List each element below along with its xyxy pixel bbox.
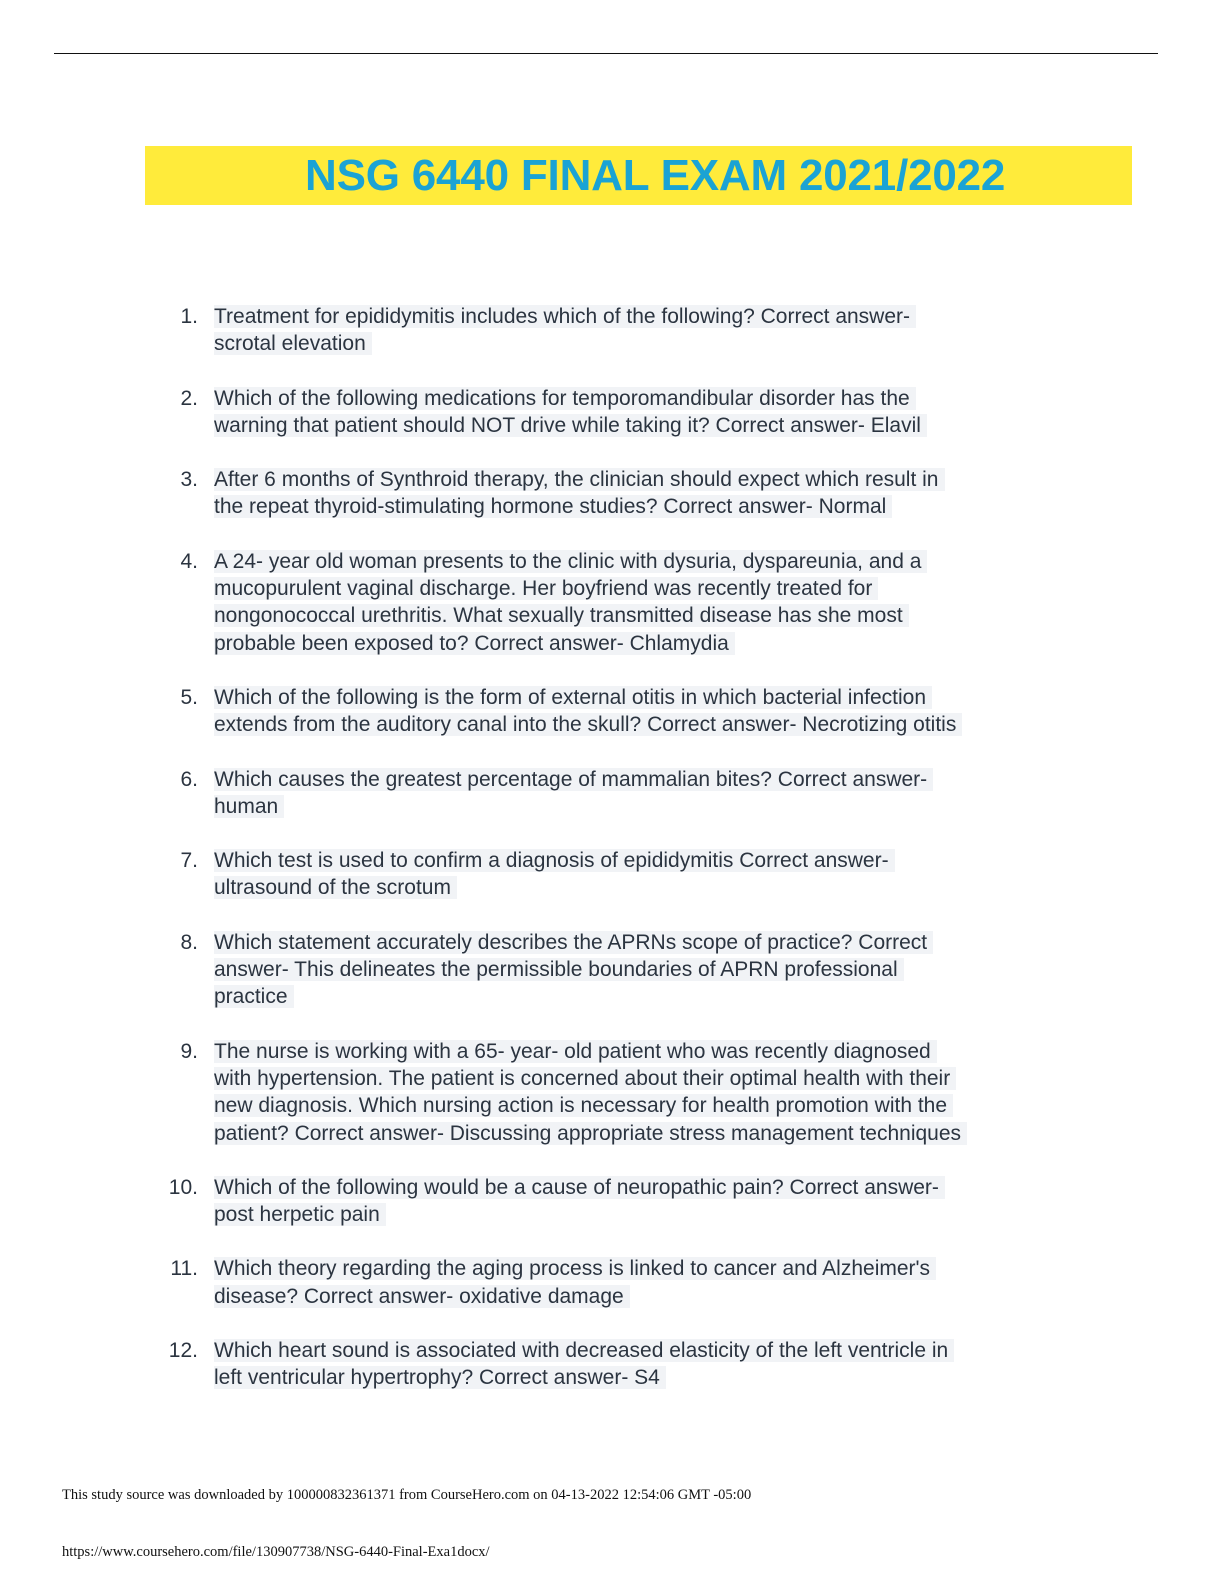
question-item [0, 548, 1224, 657]
question-number: 11. [170, 1257, 198, 1281]
source-url[interactable]: https://www.coursehero.com/file/130907738/NSG-6440-Final-Exa1docx/ [62, 1544, 490, 1560]
question-text [214, 847, 1074, 902]
question-item [0, 1038, 1224, 1147]
question-text [214, 548, 1074, 657]
question-line: Which of the following is the form of external otitis in which bacterial infection [214, 686, 932, 709]
question-line: extends from the auditory canal into the skull? Correct answer- Necrotizing otitis [214, 713, 962, 736]
question-number: 12. [168, 1339, 198, 1363]
question-item [0, 1337, 1224, 1392]
question-text [214, 466, 1074, 521]
question-line: patient? Correct answer- Discussing appropriate stress management techniques [214, 1122, 967, 1145]
question-line: Which of the following medications for temporomandibular disorder has the [214, 387, 916, 410]
question-line: with hypertension. The patient is concerned about their optimal health with their [214, 1067, 956, 1090]
download-source-note: This study source was downloaded by 100000832361371 from CourseHero.com on 04-13-2022 12:54:06 GMT -05:00 [62, 1487, 752, 1503]
question-item [0, 466, 1224, 521]
question-item [0, 1255, 1224, 1310]
question-item [0, 847, 1224, 902]
question-line: Which causes the greatest percentage of mammalian bites? Correct answer- [214, 768, 933, 791]
question-line: practice [214, 985, 294, 1008]
question-line: probable been exposed to? Correct answer- Chlamydia [214, 632, 735, 655]
question-number: 5. [180, 685, 198, 709]
question-number: 4. [180, 549, 198, 573]
question-line: Which theory regarding the aging process is linked to cancer and Alzheimer's [214, 1257, 936, 1280]
question-number: 9. [180, 1039, 198, 1063]
top-horizontal-rule [54, 53, 1158, 54]
question-line: nongonococcal urethritis. What sexually transmitted disease has she most [214, 604, 909, 627]
question-line: the repeat thyroid-stimulating hormone studies? Correct answer- Normal [214, 495, 892, 518]
question-text [214, 1255, 1074, 1310]
question-text [214, 1337, 1074, 1392]
question-text [214, 385, 1074, 440]
question-number: 8. [180, 930, 198, 954]
question-item [0, 929, 1224, 1011]
question-line: warning that patient should NOT drive while taking it? Correct answer- Elavil [214, 414, 927, 437]
question-text [214, 303, 1074, 358]
question-line: A 24- year old woman presents to the clinic with dysuria, dyspareunia, and a [214, 550, 927, 573]
question-number: 2. [180, 386, 198, 410]
question-line: post herpetic pain [214, 1203, 386, 1226]
question-line: Which test is used to confirm a diagnosis of epididymitis Correct answer- [214, 849, 895, 872]
question-item [0, 684, 1224, 739]
question-line: Which statement accurately describes the APRNs scope of practice? Correct [214, 931, 933, 954]
question-line: left ventricular hypertrophy? Correct answer- S4 [214, 1366, 666, 1389]
question-line: new diagnosis. Which nursing action is necessary for health promotion with the [214, 1094, 953, 1117]
question-line: Which heart sound is associated with decreased elasticity of the left ventricle in [214, 1339, 954, 1362]
question-text [214, 1174, 1074, 1229]
question-number: 7. [180, 849, 198, 873]
question-text [214, 684, 1074, 739]
question-list [0, 303, 1224, 1419]
question-line: answer- This delineates the permissible boundaries of APRN professional [214, 958, 904, 981]
document-title: NSG 6440 FINAL EXAM 2021/2022 [305, 151, 1006, 200]
title-highlight-band [145, 146, 1132, 205]
question-line: scrotal elevation [214, 332, 372, 355]
question-text [214, 766, 1074, 821]
question-item [0, 766, 1224, 821]
question-line: Which of the following would be a cause of neuropathic pain? Correct answer- [214, 1176, 945, 1199]
question-line: ultrasound of the scrotum [214, 876, 457, 899]
question-line: The nurse is working with a 65- year- old patient who was recently diagnosed [214, 1040, 937, 1063]
question-item [0, 1174, 1224, 1229]
question-line: mucopurulent vaginal discharge. Her boyfriend was recently treated for [214, 577, 878, 600]
question-number: 10. [168, 1175, 198, 1199]
question-line: Treatment for epididymitis includes which of the following? Correct answer- [214, 305, 916, 328]
question-line: human [214, 795, 284, 818]
question-item [0, 303, 1224, 358]
question-number: 1. [180, 305, 198, 328]
question-number: 6. [180, 767, 198, 791]
question-text [214, 929, 1074, 1011]
question-line: After 6 months of Synthroid therapy, the clinician should expect which result in [214, 468, 945, 491]
question-number: 3. [180, 468, 198, 492]
question-line: disease? Correct answer- oxidative damage [214, 1285, 630, 1308]
question-item [0, 385, 1224, 440]
question-text [214, 1038, 1074, 1147]
